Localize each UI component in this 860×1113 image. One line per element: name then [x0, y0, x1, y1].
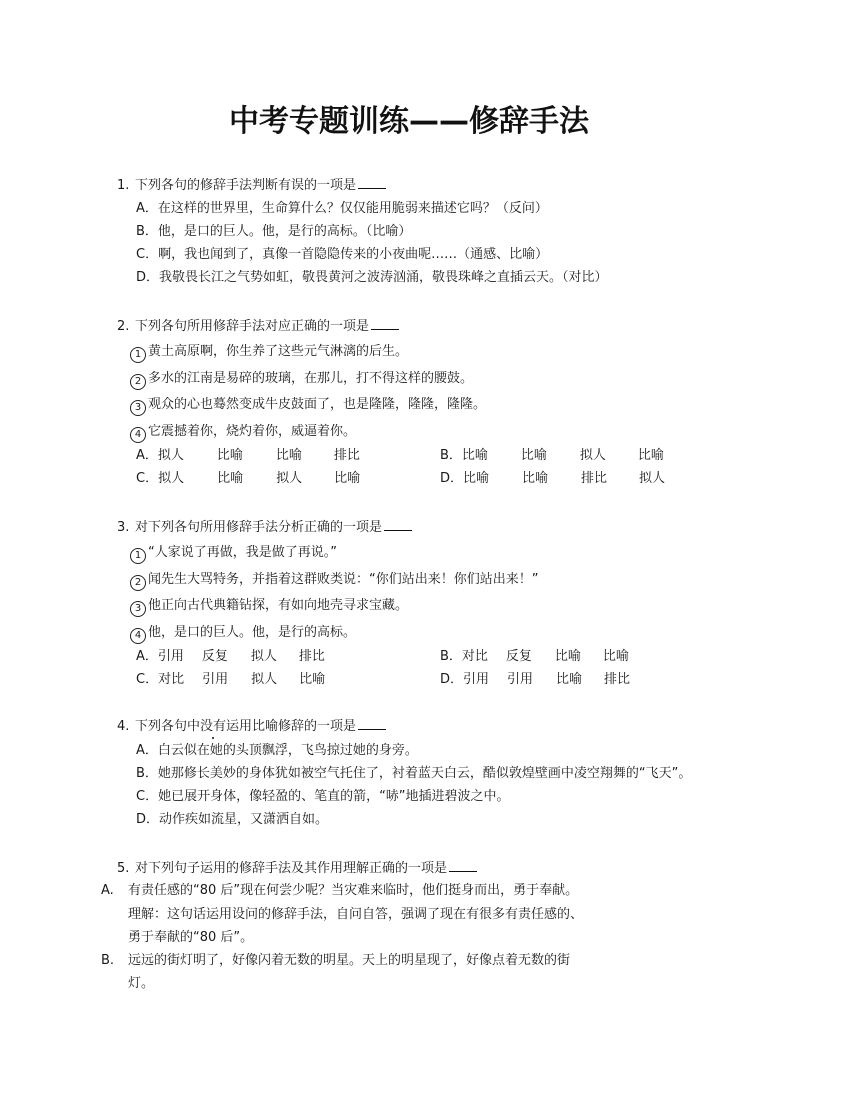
question-4-option-d: D．动作疾如流星，又潇洒自如。	[136, 812, 329, 827]
question-2-item-4: 4 它震撼着你，烧灼着你，威逼着你。	[130, 423, 356, 443]
circled-number: 2	[130, 575, 146, 591]
question-5-option-a-line-3: 勇于奉献的“80 后”。	[128, 930, 254, 945]
question-3-option-b: B．对比 反复 比喻 比喻	[440, 649, 629, 664]
circled-number: 3	[130, 601, 146, 617]
question-3-option-a: A．引用 反复 拟人 排比	[136, 649, 325, 664]
circled-number: 3	[130, 400, 146, 416]
emphasis-dotted-text: 没有	[200, 719, 227, 734]
question-3-item-2: 2 闻先生大骂特务，并指着这群败类说：“你们站出来！你们站出来！”	[130, 571, 538, 591]
question-1-option-b: B．他，是口的巨人。他，是行的高标。（比喻）	[136, 224, 412, 239]
question-4-option-b: B．她那修长美妙的身体犹如被空气托住了，衬着蓝天白云，酷似敦煌壁画中凌空翔舞的“飞天”。	[136, 766, 692, 781]
answer-blank	[384, 518, 412, 531]
circled-number: 2	[130, 374, 146, 390]
circled-number: 4	[130, 427, 146, 443]
question-1-option-d: D．我敬畏长江之气势如虹，敬畏黄河之波涛汹涌，敬畏珠峰之直插云天。（对比）	[136, 270, 608, 285]
question-3-item-3: 3 他正向古代典籍钻探，有如向地壳寻求宝藏。	[130, 597, 408, 617]
question-5-stem: 5. 对下列句子运用的修辞手法及其作用理解正确的一项是	[117, 859, 477, 878]
answer-blank	[371, 317, 399, 330]
question-5-option-b-line-1: 远远的街灯明了，好像闪着无数的明星。天上的明星现了，好像点着无数的街	[128, 953, 571, 968]
question-4-stem: 4. 下列各句中没有运用比喻修辞的一项是	[117, 717, 386, 736]
question-2-option-d: D．比喻 比喻 排比 拟人	[440, 471, 666, 486]
question-3-stem: 3. 对下列各句所用修辞手法分析正确的一项是	[117, 518, 412, 537]
answer-blank	[358, 176, 386, 189]
question-4-option-a: A．白云似在她的头顶飘浮，飞鸟掠过她的身旁。	[136, 743, 418, 758]
answer-blank	[358, 717, 386, 730]
question-2-stem: 2. 下列各句所用修辞手法对应正确的一项是	[117, 317, 399, 336]
circled-number: 4	[130, 628, 146, 644]
question-4-option-c: C．她已展开身体，像轻盈的、笔直的箭，“哧”地插进碧波之中。	[136, 789, 510, 804]
question-3-item-4: 4 他，是口的巨人。他，是行的高标。	[130, 624, 356, 644]
question-1-stem: 1. 下列各句的修辞手法判断有误的一项是	[117, 176, 386, 195]
question-5-option-a-label: A.	[101, 883, 114, 898]
question-3-item-1: 1 “人家说了再做，我是做了再说。”	[130, 544, 337, 564]
question-5-option-b-label: B.	[101, 953, 115, 968]
question-1-option-a: A．在这样的世界里，生命算什么？仅仅能用脆弱来描述它吗？（反问）	[136, 201, 548, 216]
question-5-option-a-line-1: 有责任感的“80 后”现在何尝少呢？当灾难来临时，他们挺身而出，勇于奉献。	[128, 883, 579, 898]
question-2-option-a: A．拟人 比喻 比喻 排比	[136, 448, 360, 463]
question-5-option-a-line-2: 理解：这句话运用设问的修辞手法，自问自答，强调了现在有很多有责任感的、	[128, 907, 584, 922]
question-2-item-1: 1 黄土高原啊，你生养了这些元气淋漓的后生。	[130, 343, 408, 363]
question-3-option-c: C．对比 引用 拟人 比喻	[136, 672, 326, 687]
question-5-option-b-line-2: 灯。	[128, 976, 155, 991]
page-title: 中考专题训练——修辞手法	[229, 104, 589, 139]
question-2-option-b: B．比喻 比喻 拟人 比喻	[440, 448, 664, 463]
circled-number: 1	[130, 548, 146, 564]
answer-blank	[449, 859, 477, 872]
question-2-item-3: 3 观众的心也蓦然变成牛皮鼓面了，也是隆隆，隆隆，隆隆。	[130, 396, 486, 416]
question-3-option-d: D．引用 引用 比喻 排比	[440, 672, 631, 687]
circled-number: 1	[130, 347, 146, 363]
question-2-option-c: C．拟人 比喻 拟人 比喻	[136, 471, 361, 486]
question-2-item-2: 2 多水的江南是易碎的玻璃，在那儿，打不得这样的腰鼓。	[130, 370, 473, 390]
question-1-option-c: C．啊，我也闻到了，真像一首隐隐传来的小夜曲呢……（通感、比喻）	[136, 247, 549, 262]
